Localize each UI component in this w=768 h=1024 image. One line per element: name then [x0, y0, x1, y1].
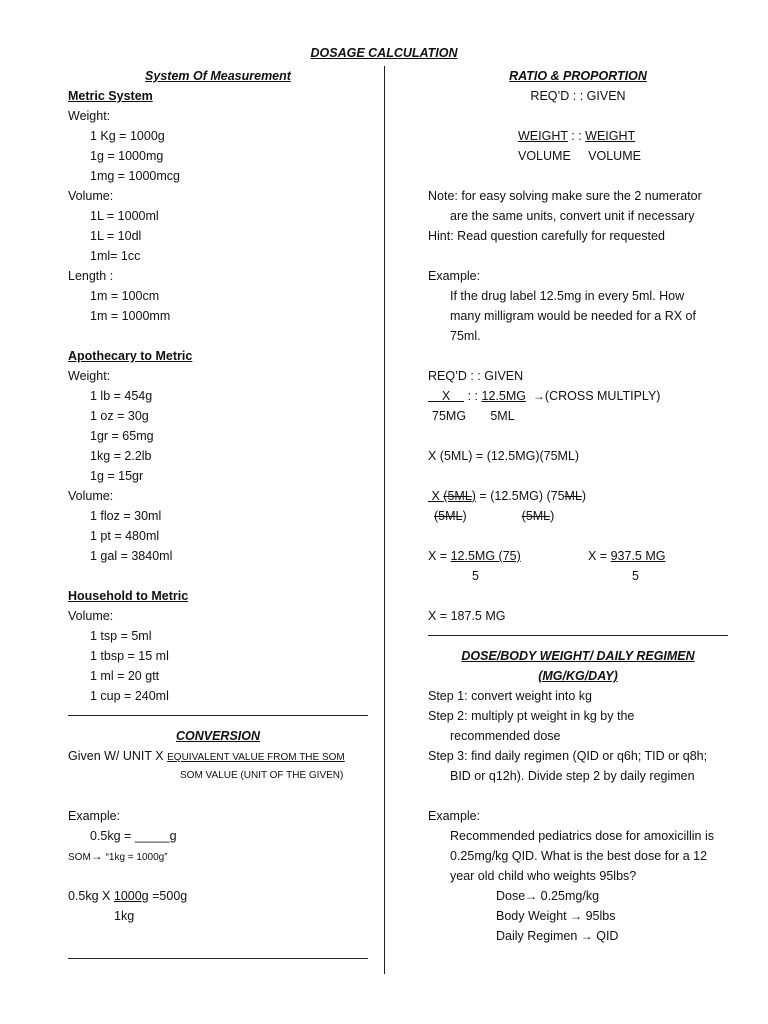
calc-a: 0.5kg X [68, 889, 114, 903]
metric-weight-line: 1g = 1000mg [90, 149, 164, 163]
req-given: REQ’D : : GIVEN [530, 89, 626, 103]
household-volume-line: 1 tbsp = 15 ml [90, 649, 169, 663]
weight-ratio [428, 126, 728, 146]
weight-label: Weight: [68, 109, 111, 123]
hint-line: Hint: Read question carefully for requested [428, 229, 665, 243]
rec-line: Recommended pediatrics dose for amoxicillin is [450, 829, 715, 843]
som-rest: “1kg = 1000g” [105, 852, 168, 863]
step-3b: BID or q12h). Divide step 2 by daily regimen [450, 769, 695, 783]
eq2-x: X (5ML) [428, 489, 476, 503]
conversion-header: CONVERSION [175, 729, 261, 743]
eq2-ml: ML [564, 489, 582, 503]
example-som [68, 846, 368, 866]
household-volume-line: 1 tsp = 5ml [90, 629, 152, 643]
cross-multiply: (CROSS MULTIPLY) [544, 389, 661, 403]
apoth-weight-line: 1kg = 2.2lb [90, 449, 152, 463]
step-1: Step 1: convert weight into kg [428, 689, 592, 703]
dose-line: Dose→ 0.25mg/kg [496, 889, 600, 903]
example-line: If the drug label 12.5mg in every 5ml. How [450, 289, 685, 303]
section-rule-r [428, 635, 728, 636]
mgkgday-header: (MG/KG/DAY) [538, 669, 618, 683]
volume-label: Volume: [68, 609, 114, 623]
calc-den: 1kg [114, 909, 135, 923]
conv-given: Given W/ UNIT [68, 749, 152, 763]
example-line: many milligram would be needed for a RX of [450, 309, 696, 323]
left-column [68, 66, 368, 969]
answer: X = 187.5 MG [428, 609, 506, 623]
household-volume-line: 1 ml = 20 gtt [90, 669, 160, 683]
proportion-sep: : : [464, 389, 482, 403]
volume-label: Volume: [68, 189, 114, 203]
household-volume-line: 1 cup = 240ml [90, 689, 169, 703]
volume-label: Volume: [68, 489, 114, 503]
conv-denominator: SOM VALUE (UNIT OF THE GIVEN) [180, 770, 344, 781]
household-header: Household to Metric [68, 589, 189, 603]
step-2a: Step 2: multiply pt weight in kg by the [428, 709, 635, 723]
arrow-right-icon: → [525, 889, 538, 903]
apoth-volume-line: 1 floz = 30ml [90, 509, 162, 523]
volume-ratio: VOLUME VOLUME [518, 149, 641, 163]
weight-num-1: WEIGHT [518, 129, 568, 143]
arrow-right-icon: → [532, 389, 545, 403]
conv-numerator: EQUIVALENT VALUE FROM THE SOM [167, 752, 345, 763]
metric-volume-line: 1L = 10dl [90, 229, 142, 243]
apoth-weight-line: 1gr = 65mg [90, 429, 154, 443]
example-label: Example: [68, 809, 121, 823]
metric-weight-line: 1mg = 1000mcg [90, 169, 180, 183]
apoth-weight-line: 1 lb = 454g [90, 389, 153, 403]
metric-length-line: 1m = 1000mm [90, 309, 171, 323]
apoth-volume-line: 1 pt = 480ml [90, 529, 160, 543]
example-label-r2: Example: [428, 809, 481, 823]
metric-volume-line: 1ml= 1cc [90, 249, 141, 263]
proportion-line [428, 386, 728, 406]
calc-num: 1000g [113, 889, 149, 903]
som-header: System Of Measurement [145, 69, 291, 83]
metric-volume-line: 1L = 1000ml [90, 209, 159, 223]
metric-weight-line: 1 Kg = 1000g [90, 129, 165, 143]
rec-line: 0.25mg/kg QID. What is the best dose for a 12 [450, 849, 708, 863]
dose-header: DOSE/BODY WEIGHT/ DAILY REGIMEN [461, 649, 695, 663]
example-question: 0.5kg = _____g [90, 829, 177, 843]
ratio-sep: : : [567, 129, 586, 143]
metric-header: Metric System [68, 89, 153, 103]
ratio-header: RATIO & PROPORTION [509, 69, 647, 83]
metric-length-line: 1m = 100cm [90, 289, 160, 303]
calc-b: =500g [148, 889, 188, 903]
apothecary-header: Apothecary to Metric [68, 349, 193, 363]
equation-2-den: (5ML) (5ML) [434, 509, 555, 523]
example-line: 75ml. [450, 329, 481, 343]
daily-regimen-line: Daily Regimen → QID [496, 929, 619, 943]
section-rule [68, 715, 368, 716]
apoth-volume-line: 1 gal = 3840ml [90, 549, 173, 563]
proportion-den: 75MG 5ML [432, 409, 515, 423]
note-line-1: Note: for easy solving make sure the 2 numerator [428, 189, 702, 203]
x-num: X [428, 389, 465, 403]
weight-num-2: WEIGHT [585, 129, 636, 143]
rec-line: year old child who weights 95lbs? [450, 869, 637, 883]
example-label-r: Example: [428, 269, 481, 283]
equation-3-den: 5 5 [472, 569, 639, 583]
equation-1: X (5ML) = (12.5MG)(75ML) [428, 449, 580, 463]
length-label: Length : [68, 269, 114, 283]
arrow-right-icon: → [580, 929, 593, 943]
section-rule-bottom [68, 958, 368, 959]
right-column [428, 66, 728, 946]
apoth-weight-line: 1 oz = 30g [90, 409, 149, 423]
arrow-right-icon: → [90, 849, 103, 863]
step-3a: Step 3: find daily regimen (QID or q6h; TID or q8h; [428, 749, 708, 763]
column-divider [384, 66, 385, 974]
weight-label: Weight: [68, 369, 111, 383]
step-req-given: REQ’D : : GIVEN [428, 369, 524, 383]
step-2b: recommended dose [450, 729, 561, 743]
conv-x: X [155, 749, 164, 763]
som-label: SOM [68, 852, 91, 863]
body-weight-line: Body Weight → 95lbs [496, 909, 616, 923]
mg-num: 12.5MG [481, 389, 526, 403]
eq2-mid: = (12.5MG) (75 [475, 489, 565, 503]
equation-2: X (5ML) = (12.5MG) (75ML) [428, 489, 587, 503]
example-calc [68, 886, 368, 906]
conversion-formula [68, 746, 368, 766]
page-title: DOSAGE CALCULATION [310, 46, 458, 60]
equation-3: X = 12.5MG (75) X = 937.5 MG [428, 549, 666, 563]
apoth-weight-line: 1g = 15gr [90, 469, 144, 483]
note-line-2: are the same units, convert unit if necessary [450, 209, 695, 223]
arrow-right-icon: → [570, 909, 583, 923]
